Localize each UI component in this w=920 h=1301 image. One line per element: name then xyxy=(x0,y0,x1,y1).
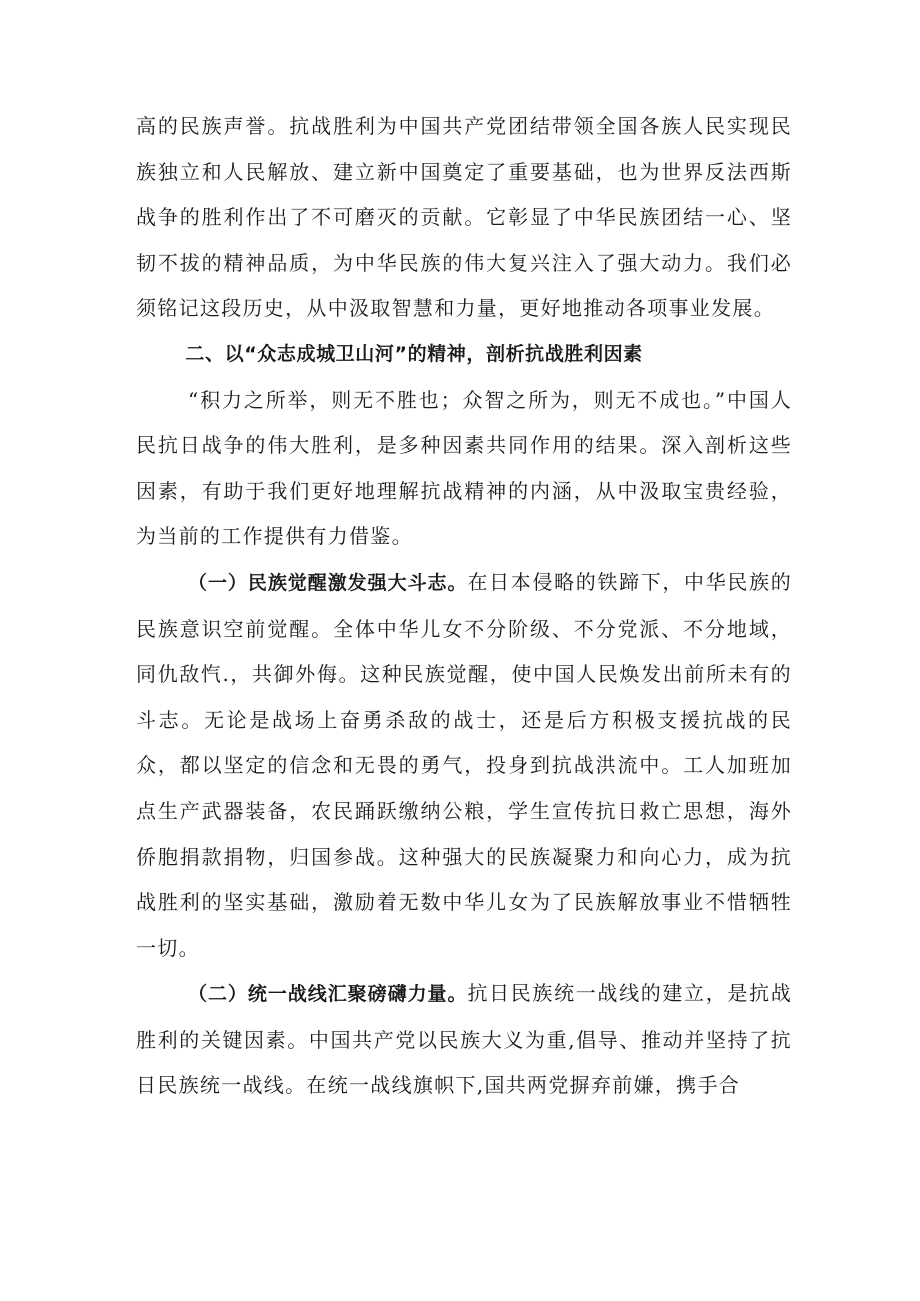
point-one-lead: （一）民族觉醒激发强大斗志。 xyxy=(188,571,468,594)
point-one-body: 在日本侵略的铁蹄下，中华民族的民族意识空前觉醒。全体中华儿女不分阶级、不分党派、不分地域，同仇敌忾.，共御外侮。这种民族觉醒，使中国人民焕发出前所未有的斗志。无论是战场上奋勇杀敌的战士，还是后方积极支援抗战的民众，都以坚定的信念和无畏的勇气，投身到抗战洪流中。工人加班加点生产武器装备，农民踊跃缴纳公粮，学生宣传抗日救亡思想，海外侨胞捐款捐物，归国参战。这种强大的民族凝聚力和向心力，成为抗战胜利的坚实基础，激励着无数中华儿女为了民族解放事业不惜牺牲一切。 xyxy=(136,569,792,960)
document-page xyxy=(136,104,792,1109)
paragraph-section-intro: “积力之所举，则无不胜也；众智之所为，则无不成也。”中国人民抗日战争的伟大胜利，是多种因素共同作用的结果。深入剖析这些因素，有助于我们更好地理解抗战精神的内涵，从中汲取宝贵经验，为当前的工作提供有力借鉴。 xyxy=(136,387,792,549)
point-two-body: 抗日民族统一战线的建立，是抗战胜利的关键因素。中国共产党以民族大义为重,倡导、推动并坚持了抗日民族统一战线。在统一战线旗帜下,国共两党摒弃前嫌，携手合 xyxy=(136,981,792,1098)
point-two-lead: （二）统一战线汇聚磅礴力量。 xyxy=(188,983,468,1006)
paragraph-intro: 高的民族声誉。抗战胜利为中国共产党团结带领全国各族人民实现民族独立和人民解放、建立新中国奠定了重要基础，也为世界反法西斯战争的胜利作出了不可磨灭的贡献。它彰显了中华民族团结一心、坚韧不拔的精神品质，为中华民族的伟大复兴注入了强大动力。我们必须铭记这段历史，从中汲取智慧和力量，更好地推动各项事业发展。 xyxy=(136,114,792,321)
paragraph-point-one xyxy=(136,560,792,971)
paragraph-point-two xyxy=(136,971,792,1109)
section-heading: 二、以“众志成城卫山河”的精神，剖析抗战胜利因素 xyxy=(185,342,643,365)
